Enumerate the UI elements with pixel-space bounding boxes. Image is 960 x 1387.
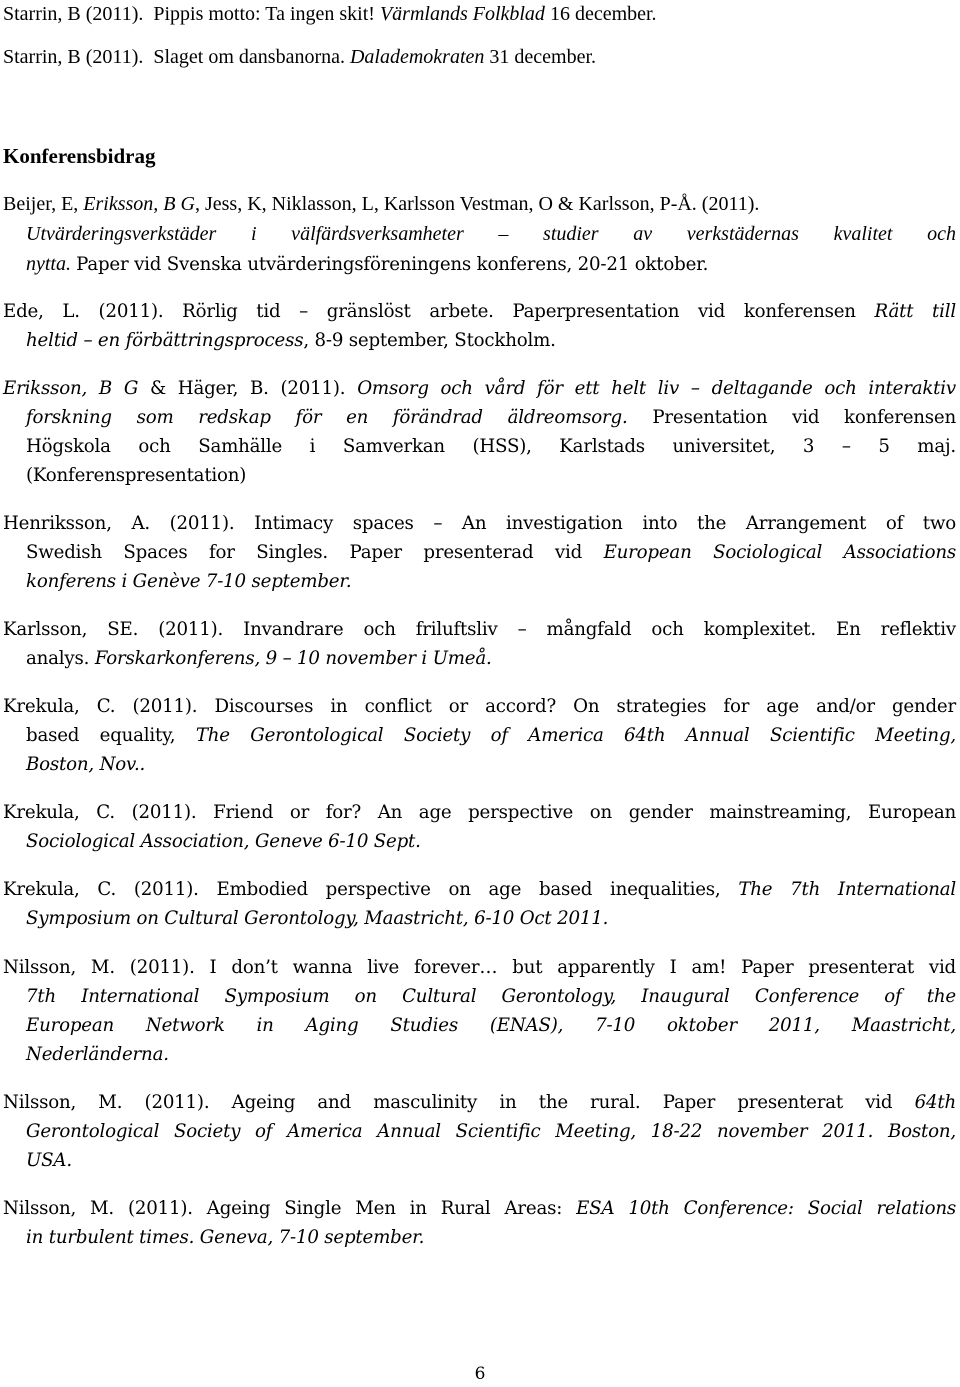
section-heading: Konferensbidrag	[3, 144, 156, 168]
reference-line: Nilsson, M. (2011). Ageing Single Men in Rural Areas: ESA 10th Conference: Social relations	[3, 1198, 956, 1219]
reference-line: Krekula, C. (2011). Friend or for? An age perspective on gender mainstreaming, European	[3, 802, 956, 823]
reference-line: analys. Forskarkonferens, 9 – 10 november i Umeå.	[26, 648, 492, 669]
reference-line: European Network in Aging Studies (ENAS), 7-10 oktober 2011, Maastricht,	[26, 1015, 956, 1036]
press-item: Starrin, B (2011). Pippis motto: Ta ingen skit! Värmlands Folkblad 16 december.	[3, 3, 657, 25]
reference-line: Nederländerna.	[26, 1044, 169, 1065]
reference-line: Högskola och Samhälle i Samverkan (HSS), Karlstads universitet, 3 – 5 maj.	[26, 436, 956, 457]
reference-line: Nilsson, M. (2011). I don’t wanna live forever… but apparently I am! Paper presenterat vid	[3, 957, 956, 978]
reference-line: Swedish Spaces for Singles. Paper presenterad vid European Sociological Associations	[26, 542, 956, 563]
reference-line: Karlsson, SE. (2011). Invandrare och friluftsliv – mångfald och komplexitet. En reflektiv	[3, 619, 956, 640]
reference-line: Krekula, C. (2011). Discourses in conflict or accord? On strategies for age and/or gender	[3, 696, 956, 717]
reference-line: Gerontological Society of America Annual Scientific Meeting, 18-22 november 2011. Boston,	[26, 1121, 956, 1142]
reference-line: Utvärderingsverkstäder i välfärdsverksamheter – studier av verkstädernas kvalitet och	[26, 223, 956, 245]
reference-line: heltid – en förbättringsprocess, 8-9 september, Stockholm.	[26, 330, 556, 351]
reference-line: (Konferenspresentation)	[26, 465, 247, 486]
reference-line: Henriksson, A. (2011). Intimacy spaces – An investigation into the Arrangement of two	[3, 513, 956, 534]
reference-line: Ede, L. (2011). Rörlig tid – gränslöst arbete. Paperpresentation vid konferensen Rätt till	[3, 301, 956, 322]
reference-line: forskning som redskap för en förändrad äldreomsorg. Presentation vid konferensen	[26, 407, 956, 428]
reference-line: based equality, The Gerontological Society of America 64th Annual Scientific Meeting,	[26, 725, 956, 746]
reference-line: in turbulent times. Geneva, 7-10 september.	[26, 1227, 425, 1248]
page-number: 6	[474, 1364, 486, 1384]
reference-line: Krekula, C. (2011). Embodied perspective on age based inequalities, The 7th International	[3, 879, 956, 900]
reference-line: nytta. Paper vid Svenska utvärderingsföreningens konferens, 20-21 oktober.	[26, 253, 709, 275]
reference-line: konferens i Genève 7-10 september.	[26, 571, 352, 592]
reference-line: Sociological Association, Geneve 6-10 Sept.	[26, 831, 421, 852]
press-item: Starrin, B (2011). Slaget om dansbanorna. Dalademokraten 31 december.	[3, 46, 597, 68]
reference-line: Boston, Nov..	[26, 754, 146, 775]
reference-line: Beijer, E, Eriksson, B G, Jess, K, Niklasson, L, Karlsson Vestman, O & Karlsson, P-Å. (2011).	[3, 193, 760, 215]
reference-line: Symposium on Cultural Gerontology, Maastricht, 6-10 Oct 2011.	[26, 908, 609, 929]
reference-line: 7th International Symposium on Cultural Gerontology, Inaugural Conference of the	[26, 986, 956, 1007]
reference-line: Eriksson, B G & Häger, B. (2011). Omsorg och vård för ett helt liv – deltagande och interaktiv	[3, 378, 956, 399]
reference-line: Nilsson, M. (2011). Ageing and masculinity in the rural. Paper presenterat vid 64th	[3, 1092, 956, 1113]
reference-line: USA.	[26, 1150, 72, 1171]
